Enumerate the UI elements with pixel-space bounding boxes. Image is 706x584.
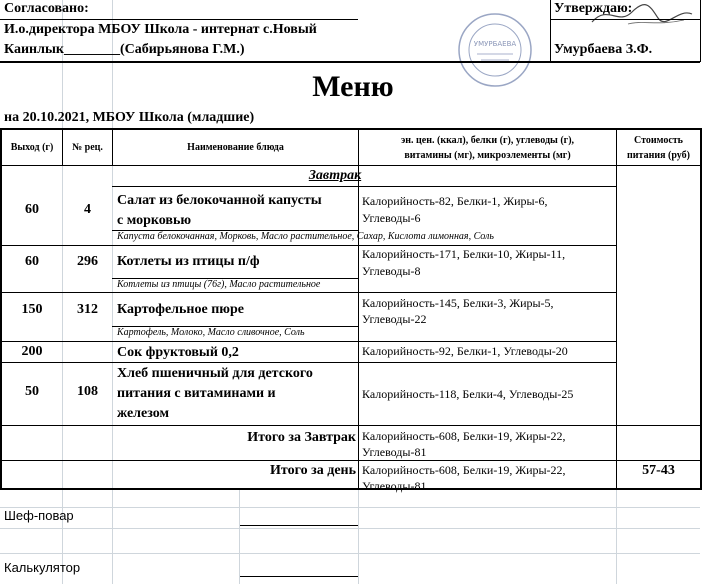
item-recipe: 108 [77, 384, 98, 399]
item-recipe: 312 [77, 302, 98, 317]
page-title: Меню [312, 70, 394, 103]
column-header-name-text: Наименование блюда [187, 142, 284, 153]
agreed-line1: И.о.директора МБОУ Школа - интернат с.Новый [4, 22, 317, 37]
header-divider [0, 19, 358, 20]
column-header-cost-line2: питания (руб) [627, 149, 690, 161]
grid-line [358, 490, 359, 584]
column-header-recipe: № рец. [72, 142, 103, 153]
total-day-cost: 57-43 [642, 463, 675, 478]
column-header-yield: Выход (г) [10, 142, 54, 153]
item-yield: 200 [21, 344, 43, 359]
total-breakfast-nutrition-line2: Углеводы-81 [362, 445, 427, 459]
total-day-label: Итого за день [270, 463, 356, 478]
item-nutrition-line2: Углеводы-8 [362, 264, 421, 278]
row-border [0, 362, 616, 363]
total-breakfast-label: Итого за Завтрак [247, 430, 356, 445]
item-ingredients: Капуста белокочанная, Морковь, Масло растительное, Сахар, Кислота лимонная, Соль [117, 231, 494, 242]
column-header-nutrition-line2: витамины (мг), микроэлементы (мг) [404, 149, 571, 161]
approve-label: Утверждаю: [554, 1, 633, 16]
grid-line [616, 490, 617, 584]
stamp-text: УМУРБАЕВА [473, 40, 517, 48]
row-border [112, 278, 358, 279]
chef-signature-line [240, 525, 358, 526]
calculator-signature-line [240, 576, 358, 577]
grid-line [239, 490, 240, 584]
item-yield: 150 [21, 302, 43, 317]
total-day-nutrition-line1: Калорийность-608, Белки-19, Жиры-22, [362, 463, 566, 477]
header-divider [550, 19, 700, 20]
item-name-line2: питания с витаминами и [117, 386, 276, 401]
agreed-line2: Каинлык________(Сабирьянова Г.М.) [4, 42, 245, 57]
calculator-label: Калькулятор [4, 560, 81, 575]
approve-name: Умурбаева З.Ф. [554, 42, 653, 57]
item-name-line3: железом [117, 406, 170, 421]
agreed-label: Согласовано: [4, 1, 89, 16]
item-recipe: 296 [77, 254, 98, 269]
row-border [112, 186, 616, 187]
total-breakfast-nutrition-line1: Калорийность-608, Белки-19, Жиры-22, [362, 429, 566, 443]
subtitle: на 20.10.2021, МБОУ Школа (младшие) [4, 110, 255, 125]
item-nutrition-line1: Калорийность-171, Белки-10, Жиры-11, [362, 247, 566, 261]
item-yield: 50 [25, 384, 39, 399]
item-yield: 60 [25, 202, 39, 217]
row-border [0, 292, 616, 293]
column-header-nutrition-line1: эн. цен. (ккал), белки (г), углеводы (г), [400, 134, 575, 146]
column-header-cost-line1: Стоимость [634, 134, 683, 146]
item-ingredients: Котлеты из птицы (76г), Масло растительное [117, 279, 321, 290]
column-header-name [113, 130, 358, 165]
header-divider [0, 61, 700, 63]
item-nutrition-line2: Углеводы-6 [362, 211, 421, 225]
item-name-line1: Картофельное пюре [117, 302, 244, 317]
row-border [0, 460, 700, 461]
item-name-line2: с морковью [117, 213, 192, 228]
item-nutrition-line1: Калорийность-145, Белки-3, Жиры-5, [362, 296, 554, 310]
row-border [0, 425, 700, 426]
item-nutrition-line1: Калорийность-92, Белки-1, Углеводы-20 [362, 344, 568, 358]
item-nutrition-line1: Калорийность-118, Белки-4, Углеводы-25 [362, 387, 574, 401]
item-name-line1: Салат из белокочанной капусты [117, 193, 322, 208]
column-header-cost [617, 130, 700, 165]
item-recipe: 4 [84, 202, 91, 217]
total-day-nutrition-line2: Углеводы-81 [362, 479, 427, 493]
signature-image [588, 0, 698, 30]
header-divider [550, 0, 551, 62]
item-name-line1: Котлеты из птицы п/ф [117, 254, 260, 269]
header-divider [700, 0, 701, 62]
item-name-line1: Хлеб пшеничный для детского [117, 366, 313, 381]
row-border [0, 341, 616, 342]
grid-line [0, 507, 700, 508]
grid-line [0, 553, 700, 554]
section-title: Завтрак [308, 168, 362, 183]
item-name-line1: Сок фруктовый 0,2 [117, 345, 239, 360]
column-divider [616, 128, 617, 488]
row-border [112, 230, 358, 231]
table-border [0, 488, 702, 490]
item-nutrition-line2: Углеводы-22 [362, 312, 427, 326]
grid-line [0, 528, 700, 529]
table-border [700, 128, 702, 490]
item-nutrition-line1: Калорийность-82, Белки-1, Жиры-6, [362, 194, 548, 208]
chef-label: Шеф-повар [4, 508, 74, 523]
item-yield: 60 [25, 254, 39, 269]
column-header-nutrition [359, 130, 616, 165]
item-ingredients: Картофель, Молоко, Масло сливочное, Соль [117, 327, 305, 338]
row-border [112, 326, 358, 327]
table-border [0, 165, 700, 166]
